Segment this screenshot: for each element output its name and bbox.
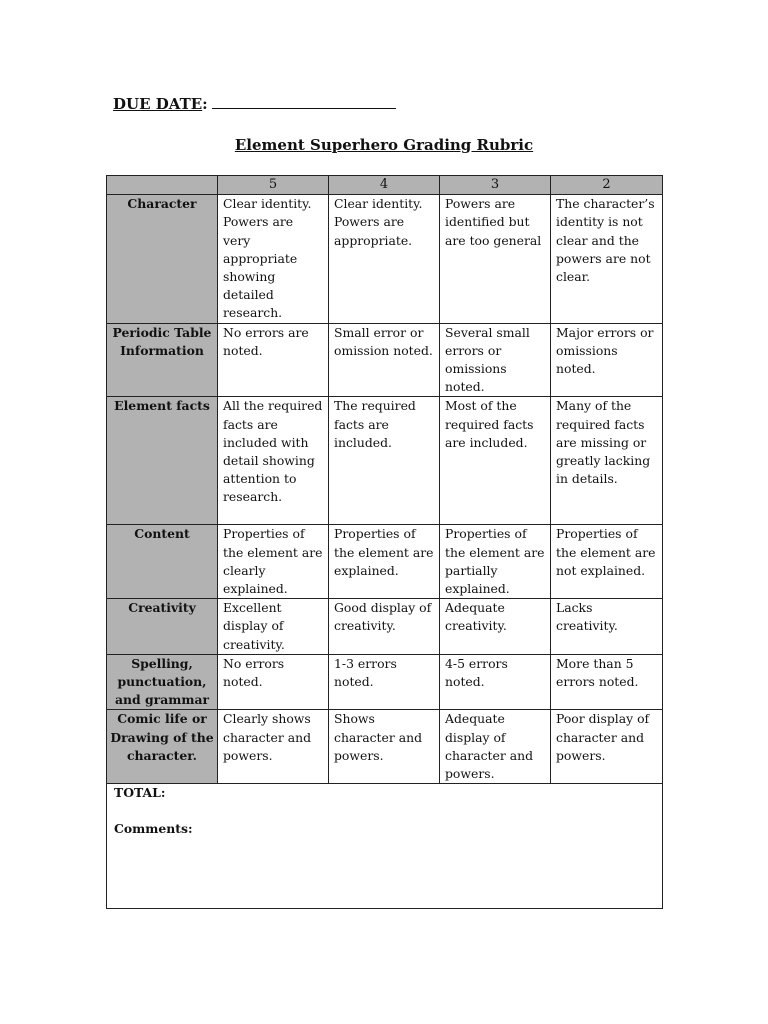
score-header-2: 2: [551, 176, 663, 195]
rubric-cell: More than 5 errors noted.: [551, 654, 663, 710]
table-row: [107, 710, 663, 784]
score-header-3: 3: [440, 176, 551, 195]
table-row: [107, 525, 663, 599]
rubric-cell: Powers are identified but are too general: [440, 195, 551, 323]
total-row: [107, 784, 663, 909]
rubric-cell: No errors are noted.: [218, 323, 329, 397]
header-row: [107, 176, 663, 195]
rubric-cell: Small error or omission noted.: [329, 323, 440, 397]
criterion-cell: Spelling, punctuation, and grammar: [107, 654, 218, 710]
rubric-cell: 4-5 errors noted.: [440, 654, 551, 710]
rubric-cell: The required facts are included.: [329, 397, 440, 525]
due-date-blank: [212, 94, 396, 109]
rubric-table: [106, 175, 663, 909]
rubric-cell: Major errors or omissions noted.: [551, 323, 663, 397]
rubric-cell: Properties of the element are not explained.: [551, 525, 663, 599]
rubric-cell: Properties of the element are explained.: [329, 525, 440, 599]
due-date-line: [113, 94, 396, 113]
rubric-cell: Lacks creativity.: [551, 599, 663, 655]
rubric-cell: 1-3 errors noted.: [329, 654, 440, 710]
rubric-cell: Poor display of character and powers.: [551, 710, 663, 784]
score-header-5: 5: [218, 176, 329, 195]
rubric-cell: Adequate display of character and powers.: [440, 710, 551, 784]
due-date-colon: :: [202, 95, 208, 113]
rubric-cell: No errors noted.: [218, 654, 329, 710]
rubric-cell: Clear identity. Powers are very appropriate showing detailed research.: [218, 195, 329, 323]
total-comments-cell[interactable]: [107, 784, 663, 909]
table-row: [107, 654, 663, 710]
rubric-cell: The character’s identity is not clear and the powers are not clear.: [551, 195, 663, 323]
table-row: [107, 599, 663, 655]
table-row: [107, 397, 663, 525]
total-label: TOTAL:: [114, 785, 166, 801]
due-date-label: DUE DATE: [113, 95, 203, 113]
rubric-cell: Most of the required facts are included.: [440, 397, 551, 525]
criterion-cell: Character: [107, 195, 218, 323]
rubric-cell: Clear identity. Powers are appropriate.: [329, 195, 440, 323]
rubric-cell: Clearly shows character and powers.: [218, 710, 329, 784]
criterion-cell: Creativity: [107, 599, 218, 655]
comments-label: Comments:: [114, 821, 193, 837]
table-row: [107, 195, 663, 323]
page-title: Element Superhero Grading Rubric: [234, 136, 534, 154]
score-header-4: 4: [329, 176, 440, 195]
rubric-cell: Shows character and powers.: [329, 710, 440, 784]
criterion-cell: Element facts: [107, 397, 218, 525]
criterion-cell: Periodic Table Information: [107, 323, 218, 397]
rubric-cell: Properties of the element are partially explained.: [440, 525, 551, 599]
rubric-cell: Good display of creativity.: [329, 599, 440, 655]
criterion-cell: Content: [107, 525, 218, 599]
corner-cell: [107, 176, 218, 195]
rubric-cell: Adequate creativity.: [440, 599, 551, 655]
rubric-cell: Properties of the element are clearly explained.: [218, 525, 329, 599]
table-row: [107, 323, 663, 397]
rubric-cell: Excellent display of creativity.: [218, 599, 329, 655]
criterion-cell: Comic life or Drawing of the character.: [107, 710, 218, 784]
rubric-cell: All the required facts are included with detail showing attention to research.: [218, 397, 329, 525]
rubric-cell: Many of the required facts are missing or greatly lacking in details.: [551, 397, 663, 525]
rubric-cell: Several small errors or omissions noted.: [440, 323, 551, 397]
